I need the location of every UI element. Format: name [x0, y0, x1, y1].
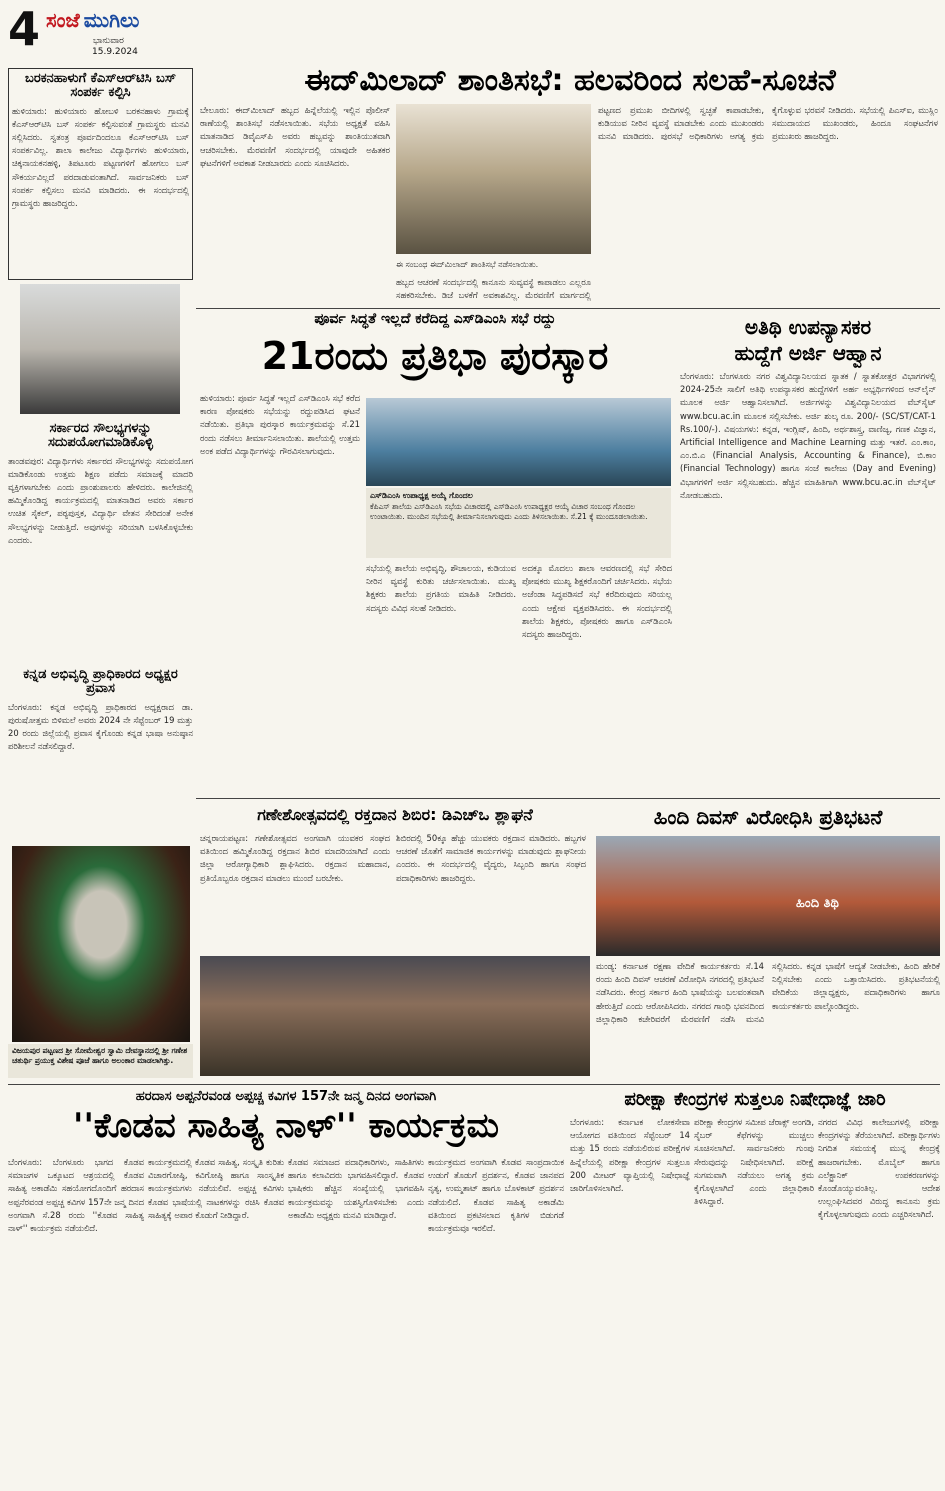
- sdmc-body-col1: ಹುಳಿಯಾರು: ಪೂರ್ವ ಸಿದ್ಧತೆ ಇಲ್ಲದೆ ಎಸ್‌ಡಿಎಂಸಿ ಸಭೆ ಕರೆದ ಕಾರಣ ಪೋಷಕರು ಸಭೆಯನ್ನು ರದ್ದುಪಡಿಸಿದ ಘಟನೆ ನಡೆಯಿತು. ಪ್ರತಿಭಾ ಪುರಸ್ಕಾರ ಕಾರ್ಯಕ್ರಮವನ್ನು ಸೆ.21 ರಂದು ನಡೆಸಲು ತೀರ್ಮಾನಿಸಲಾಯಿತು. ಶಾಲೆಯಲ್ಲಿ ಉತ್ತಮ ಅಂಕ ಪಡೆದ ವಿದ್ಯಾರ್ಥಿಗಳನ್ನು ಗೌರವಿಸಲಾಗುವುದು.: [200, 393, 360, 456]
- guest-lecturer-notice: [676, 312, 940, 796]
- sdmc-kicker: ಪೂರ್ವ ಸಿದ್ಧತೆ ಇಲ್ಲದೆ ಕರೆದಿದ್ದ ಎಸ್‌ಡಿಎಂಸಿ ಸಭೆ ರದ್ದು: [314, 311, 556, 327]
- sdmc-photo-caption-text: ಕೆಪಿಎಸ್ ಶಾಲೆಯ ಎಸ್‌ಡಿಎಂಸಿ ಸಭೆಯ ವಿಚಾರದಲ್ಲಿ ಎಸ್‌ಡಿಎಂಸಿ ಉಪಾಧ್ಯಕ್ಷರ ಆಯ್ಕೆ ವಿಚಾರ ಸಂಬಂಧ ಗೊಂದಲ ಉಂಟಾಯಿತು. ಮುಂದಿನ ಸಭೆಯಲ್ಲಿ ತೀರ್ಮಾನಿಸಲಾಗುವುದು ಎಂದು ತಿಳಿಸಲಾಯಿತು. ಸೆ.21 ಕ್ಕೆ ಮುಂದೂಡಲಾಯಿತು.: [370, 502, 648, 521]
- hindi-protest-headline: ಹಿಂದಿ ದಿವಸ್ ವಿರೋಧಿಸಿ ಪ್ರತಿಭಟನೆ: [653, 805, 883, 829]
- story-kannada-authority: [8, 668, 193, 838]
- divider: [196, 308, 940, 309]
- exam-body-3: ನಗರದ ವಿವಿಧ ಕಾಲೇಜುಗಳಲ್ಲಿ ಪರೀಕ್ಷಾ ಕೇಂದ್ರಗಳನ್ನು ತೆರೆಯಲಾಗಿದೆ. ಪರೀಕ್ಷಾರ್ಥಿಗಳು ನಿಗದಿತ ಸಮಯಕ್ಕೆ ಮುನ್ನ ಕೇಂದ್ರಕ್ಕೆ ಹಾಜರಾಗಬೇಕು. ಮೊಬೈಲ್ ಹಾಗೂ ಎಲೆಕ್ಟ್ರಾನಿಕ್ ಉಪಕರಣಗಳನ್ನು ಕೊಂಡೊಯ್ಯುವಂತಿಲ್ಲ. ಆದೇಶ ಉಲ್ಲಂಘಿಸಿದವರ ವಿರುದ್ಧ ಕಾನೂನು ಕ್ರಮ ಕೈಗೊಳ್ಳಲಾಗುವುದು ಎಂದು ಎಚ್ಚರಿಸಲಾಗಿದೆ.: [818, 1117, 940, 1220]
- story-bus-service: [8, 68, 193, 280]
- kodava-kicker: ಹರದಾಸ ಅಪ್ಪನೆರವಂಡ ಅಪ್ಪಚ್ಚ ಕವಿಗಳ 157ನೇ ಜನ್ಮ ದಿನದ ಅಂಗವಾಗಿ: [135, 1089, 437, 1104]
- masthead: [8, 2, 208, 57]
- sdmc-photo-caption: [366, 488, 671, 558]
- story-govt-title: ಸರ್ಕಾರದ ಸೌಲಭ್ಯಗಳನ್ನು ಸದುಪಯೋಗಮಾಡಿಕೊಳ್ಳಿ: [48, 421, 153, 451]
- photo-hindi-protest: [596, 836, 940, 956]
- photo-blood-camp-group: [200, 956, 590, 1076]
- story-bus-title: ಬರಕನಹಾಳುಗೆ ಕೆಎಸ್‌ಆರ್‌ಟಿಸಿ ಬಸ್ ಸಂಪರ್ಕ ಕಲ್ಪಿಸಿ: [25, 71, 176, 101]
- kodava-body-1: ಬೆಂಗಳೂರು: ಬೆಂಗಳೂರು ಭಾಗದ ಕೊಡವ ಸಮಾಜಗಳ ಒಕ್ಕೂಟದ ಆಶ್ರಯದಲ್ಲಿ ಕೊಡವ ಸಾಹಿತ್ಯ ಅಕಾಡೆಮಿ ಸಹಯೋಗದೊಂದಿಗೆ ಹರದಾಸ ಅಪ್ಪನೆರವಂಡ ಅಪ್ಪಚ್ಚ ಕವಿಗಳ 157ನೇ ಜನ್ಮ ದಿನದ ಅಂಗವಾಗಿ ಸೆ.28 ರಂದು ''ಕೊಡವ ಸಾಹಿತ್ಯ ನಾಳ್'' ಕಾರ್ಯಕ್ರಮ ನಡೆಯಲಿದೆ.: [8, 1157, 144, 1234]
- kodava-body-3: ಕೊಡವ ಸಮಾಜದ ಪದಾಧಿಕಾರಿಗಳು, ಸಾಹಿತಿಗಳು ಹಾಗೂ ಕಲಾವಿದರು ಭಾಗವಹಿಸಲಿದ್ದಾರೆ. ಕೊಡವ ಭಾಷಿಕರು ಹೆಚ್ಚಿನ ಸಂಖ್ಯೆಯಲ್ಲಿ ಭಾಗವಹಿಸಿ ಕಾರ್ಯಕ್ರಮವನ್ನು ಯಶಸ್ವಿಗೊಳಿಸಬೇಕು ಎಂದು ಅಕಾಡೆಮಿ ಅಧ್ಯಕ್ಷರು ಮನವಿ ಮಾಡಿದ್ದಾರೆ.: [288, 1157, 424, 1220]
- left-column: [8, 68, 193, 1068]
- sdmc-body-col2: ಸಭೆಯಲ್ಲಿ ಶಾಲೆಯ ಅಭಿವೃದ್ಧಿ, ಶೌಚಾಲಯ, ಕುಡಿಯುವ ನೀರಿನ ವ್ಯವಸ್ಥೆ ಕುರಿತು ಚರ್ಚಿಸಲಾಯಿತು. ಮುಖ್ಯ ಶಿಕ್ಷಕರು ಶಾಲೆಯ ಪ್ರಗತಿಯ ಮಾಹಿತಿ ನೀಡಿದರು. ಸದಸ್ಯರು ವಿವಿಧ ಸಲಹೆ ನೀಡಿದರು.: [366, 563, 516, 613]
- kodava-body-2: ಕಾರ್ಯಕ್ರಮದಲ್ಲಿ ಕೊಡವ ಸಾಹಿತ್ಯ, ಸಂಸ್ಕೃತಿ ಕುರಿತು ವಿಚಾರಗೋಷ್ಠಿ, ಕವಿಗೋಷ್ಠಿ ಹಾಗೂ ಸಾಂಸ್ಕೃತಿಕ ಕಾರ್ಯಕ್ರಮಗಳು ನಡೆಯಲಿವೆ. ಅಪ್ಪಚ್ಚ ಕವಿಗಳು ಕೊಡವ ಭಾಷೆಯಲ್ಲಿ ನಾಟಕಗಳನ್ನು ರಚಿಸಿ ಕೊಡವ ಸಾಹಿತ್ಯಕ್ಕೆ ಅಪಾರ ಕೊಡುಗೆ ನೀಡಿದ್ದಾರೆ.: [148, 1157, 284, 1220]
- guest-body: ಬೆಂಗಳೂರು: ಬೆಂಗಳೂರು ನಗರ ವಿಶ್ವವಿದ್ಯಾನಿಲಯದ ಸ್ನಾತಕ / ಸ್ನಾತಕೋತ್ತರ ವಿಭಾಗಗಳಲ್ಲಿ 2024-25ನೇ ಸಾಲಿಗೆ ಅತಿಥಿ ಉಪನ್ಯಾಸಕರ ಹುದ್ದೆಗಳಿಗೆ ಅರ್ಹ ಅಭ್ಯರ್ಥಿಗಳಿಂದ ಆನ್‌ಲೈನ್ ಮೂಲಕ ಅರ್ಜಿ ಆಹ್ವಾನಿಸಲಾಗಿದೆ. ಅರ್ಜಿಗಳನ್ನು ವಿಶ್ವವಿದ್ಯಾನಿಲಯದ ವೆಬ್‌ಸೈಟ್ www.bcu.ac.in ಮೂಲಕ ಸಲ್ಲಿಸಬೇಕು. ಅರ್ಜಿ ಶುಲ್ಕ ರೂ. 200/- (SC/ST/CAT-1 Rs.100/-). ವಿಷಯಗಳು: ಕನ್ನಡ, ಇಂಗ್ಲಿಷ್, ಹಿಂದಿ, ಅರ್ಥಶಾಸ್ತ್ರ, ವಾಣಿಜ್ಯ, ಗಣಕ ವಿಜ್ಞಾನ, Artificial Intelligence and Machine Learning ಮತ್ತು ಇತರೆ. ಎಂ.ಕಾಂ, ಎಂ.ಬಿ.ಎ (Financial Analysis, Accounting & Finance), ಬಿ.ಕಾಂ (Financial Technology) ಹಾಗೂ ಸಂಜೆ ಕಾಲೇಜು (Day and Evening) ವಿಭಾಗಗಳಿಗೆ ಅರ್ಜಿ ಸಲ್ಲಿಸಬಹುದು. ಹೆಚ್ಚಿನ ಮಾಹಿತಿಗಾಗಿ www.bcu.ac.in ವೆಬ್‌ಸೈಟ್ ನೋಡಬಹುದು.: [680, 371, 936, 500]
- divider: [196, 798, 940, 799]
- ganesha-photo-caption: ವಿಜಯಪುರ ಪಟ್ಟಣದ ಶ್ರೀ ಸೋಮೇಶ್ವರ ಸ್ವಾಮಿ ದೇವಸ್ಥಾನದಲ್ಲಿ ಶ್ರೀ ಗಣೇಶ ಚತುರ್ಥಿ ಪ್ರಯುಕ್ತ ವಿಶೇಷ ಪೂಜೆ ಹಾಗೂ ಅಲಂಕಾರ ಮಾಡಲಾಗಿತ್ತು.: [8, 1044, 193, 1078]
- issue-day: ಭಾನುವಾರ: [93, 36, 124, 46]
- exam-body-2: ಪರೀಕ್ಷಾ ಕೇಂದ್ರಗಳ ಸಮೀಪ ಜೆರಾಕ್ಸ್ ಅಂಗಡಿ, ಸೈಬರ್ ಕೆಫೆಗಳನ್ನು ಮುಚ್ಚಲು ಸೂಚಿಸಲಾಗಿದೆ. ಸಾರ್ವಜನಿಕರು ಗುಂಪು ಸೇರುವುದನ್ನು ನಿಷೇಧಿಸಲಾಗಿದೆ. ಪರೀಕ್ಷೆ ಸುಗಮವಾಗಿ ನಡೆಯಲು ಅಗತ್ಯ ಕ್ರಮ ಕೈಗೊಳ್ಳಲಾಗಿದೆ ಎಂದು ಜಿಲ್ಲಾಧಿಕಾರಿ ತಿಳಿಸಿದ್ದಾರೆ.: [694, 1117, 814, 1207]
- logo-left: ಸಂಜೆ: [46, 8, 80, 32]
- main-body-col1: ಬೇಲೂರು: ಈದ್‌ಮಿಲಾದ್ ಹಬ್ಬದ ಹಿನ್ನೆಲೆಯಲ್ಲಿ ಇಲ್ಲಿನ ಪೊಲೀಸ್ ಠಾಣೆಯಲ್ಲಿ ಶಾಂತಿಸಭೆ ನಡೆಸಲಾಯಿತು. ಸಭೆಯ ಅಧ್ಯಕ್ಷತೆ ವಹಿಸಿ ಮಾತನಾಡಿದ ಡಿವೈಎಸ್‌ಪಿ ಅವರು ಹಬ್ಬವನ್ನು ಶಾಂತಿಯುತವಾಗಿ ಆಚರಿಸಬೇಕು. ಮೆರವಣಿಗೆ ಸಂದರ್ಭದಲ್ಲಿ ಯಾವುದೇ ಅಹಿತಕರ ಘಟನೆಗಳಿಗೆ ಅವಕಾಶ ನೀಡಬಾರದು ಎಂದು ಸೂಚಿಸಿದರು.: [200, 105, 390, 168]
- page-number: 4: [8, 2, 41, 56]
- photo-peace-meeting: [396, 104, 591, 254]
- issue-date: 15.9.2024: [92, 47, 138, 57]
- photo-ganesha-idol: [12, 846, 190, 1042]
- sdmc-body-col3: ಅದಕ್ಕೂ ಮೊದಲು ಶಾಲಾ ಆವರಣದಲ್ಲಿ ಸಭೆ ಸೇರಿದ ಪೋಷಕರು ಮುಖ್ಯ ಶಿಕ್ಷಕರೊಂದಿಗೆ ಚರ್ಚಿಸಿದರು. ಸಭೆಯ ಅಜೆಂಡಾ ಸಿದ್ಧಪಡಿಸದೆ ಸಭೆ ಕರೆದಿರುವುದು ಸರಿಯಲ್ಲ ಎಂದು ಆಕ್ಷೇಪ ವ್ಯಕ್ತಪಡಿಸಿದರು. ಈ ಸಂದರ್ಭದಲ್ಲಿ ಶಾಲೆಯ ಶಿಕ್ಷಕರು, ಪೋಷಕರು ಹಾಗೂ ಎಸ್‌ಡಿಎಂಸಿ ಸದಸ್ಯರು ಹಾಜರಿದ್ದರು.: [522, 563, 672, 640]
- exam-headline: ಪರೀಕ್ಷಾ ಕೇಂದ್ರಗಳ ಸುತ್ತಲೂ ನಿಷೇಧಾಜ್ಞೆ ಜಾರಿ: [624, 1089, 886, 1110]
- logo-right: ಮುಗಿಲು: [83, 8, 140, 32]
- blood-camp-headline: ಗಣೇಶೋತ್ಸವದಲ್ಲಿ ರಕ್ತದಾನ ಶಿಬಿರ: ಡಿಎಚ್‌ಒ ಶ್ಲಾಘನೆ: [257, 805, 533, 824]
- kodava-headline: ''ಕೊಡವ ಸಾಹಿತ್ಯ ನಾಳ್'' ಕಾರ್ಯಕ್ರಮ: [73, 1106, 499, 1146]
- photo-handing-memo: [20, 284, 180, 414]
- divider: [8, 1084, 940, 1085]
- main-body-col3: ಪಟ್ಟಣದ ಪ್ರಮುಖ ಬೀದಿಗಳಲ್ಲಿ ಸ್ವಚ್ಛತೆ ಕಾಪಾಡಬೇಕು, ಕುಡಿಯುವ ನೀರಿನ ವ್ಯವಸ್ಥೆ ಮಾಡಬೇಕು ಎಂದು ಮುಖಂಡರು ಮನವಿ ಮಾಡಿದರು. ಪುರಸಭೆ ಅಧಿಕಾರಿಗಳು ಅಗತ್ಯ ಕ್ರಮ ಕೈಗೊಳ್ಳುವ ಭರವಸೆ ನೀಡಿದರು. ಸಭೆಯಲ್ಲಿ ಪಿಎಸ್‌ಐ, ಮುಸ್ಲಿಂ ಸಮುದಾಯದ ಮುಖಂಡರು, ಹಿಂದೂ ಸಂಘಟನೆಗಳ ಪ್ರಮುಖರು ಹಾಜರಿದ್ದರು.: [598, 105, 938, 142]
- story-kannada-title: ಕನ್ನಡ ಅಭಿವೃದ್ಧಿ ಪ್ರಾಧಿಕಾರದ ಅಧ್ಯಕ್ಷರ ಪ್ರವಾಸ: [23, 667, 178, 697]
- blood-camp-body-2: ಶಿಬಿರದಲ್ಲಿ 50ಕ್ಕೂ ಹೆಚ್ಚು ಯುವಕರು ರಕ್ತದಾನ ಮಾಡಿದರು. ಹಬ್ಬಗಳ ಆಚರಣೆ ಜೊತೆಗೆ ಸಾಮಾಜಿಕ ಕಾರ್ಯಗಳನ್ನು ಮಾಡುವುದು ಶ್ಲಾಘನೀಯ ಎಂದರು. ಈ ಸಂದರ್ಭದಲ್ಲಿ ವೈದ್ಯರು, ಸಿಬ್ಬಂದಿ ಹಾಗೂ ಸಂಘದ ಪದಾಧಿಕಾರಿಗಳು ಹಾಜರಿದ್ದರು.: [396, 833, 586, 883]
- story-govt-facilities: [8, 422, 193, 662]
- main-body-col2: ಹಬ್ಬದ ಆಚರಣೆ ಸಂದರ್ಭದಲ್ಲಿ ಕಾನೂನು ಸುವ್ಯವಸ್ಥೆ ಕಾಪಾಡಲು ಎಲ್ಲರೂ ಸಹಕರಿಸಬೇಕು. ಡಿಜೆ ಬಳಕೆಗೆ ಅವಕಾಶವಿಲ್ಲ. ಮೆರವಣಿಗೆ ಮಾರ್ಗದಲ್ಲಿ: [396, 277, 591, 301]
- newspaper-logo: [46, 8, 139, 32]
- exam-body-1: ಬೆಂಗಳೂರು: ಕರ್ನಾಟಕ ಲೋಕಸೇವಾ ಆಯೋಗದ ವತಿಯಿಂದ ಸೆಪ್ಟೆಂಬರ್ 14 ಮತ್ತು 15 ರಂದು ನಡೆಯಲಿರುವ ಪರೀಕ್ಷೆಗಳ ಹಿನ್ನೆಲೆಯಲ್ಲಿ ಪರೀಕ್ಷಾ ಕೇಂದ್ರಗಳ ಸುತ್ತಲೂ 200 ಮೀಟರ್ ವ್ಯಾಪ್ತಿಯಲ್ಲಿ ನಿಷೇಧಾಜ್ಞೆ ಜಾರಿಗೊಳಿಸಲಾಗಿದೆ.: [570, 1117, 690, 1194]
- kodava-body-4: ಕಾರ್ಯಕ್ರಮದ ಅಂಗವಾಗಿ ಕೊಡವ ಸಾಂಪ್ರದಾಯಿಕ ಉಡುಗೆ ತೊಡುಗೆ ಪ್ರದರ್ಶನ, ಕೊಡವ ಜಾನಪದ ನೃತ್ಯ, ಉಮ್ಮತಾಟ್ ಹಾಗೂ ಬೊಳಕಾಟ್ ಪ್ರದರ್ಶನ ನಡೆಯಲಿದೆ. ಕೊಡವ ಸಾಹಿತ್ಯ ಅಕಾಡೆಮಿ ವತಿಯಿಂದ ಪ್ರಕಟಿಸಲಾದ ಕೃತಿಗಳ ಬಿಡುಗಡೆ ಕಾರ್ಯಕ್ರಮವೂ ಇರಲಿದೆ.: [428, 1157, 564, 1234]
- guest-headline-2: ಹುದ್ದೆಗೆ ಅರ್ಜಿ ಆಹ್ವಾನ: [734, 341, 882, 365]
- story-kannada-body: ಬೆಂಗಳೂರು: ಕನ್ನಡ ಅಭಿವೃದ್ಧಿ ಪ್ರಾಧಿಕಾರದ ಅಧ್ಯಕ್ಷರಾದ ಡಾ. ಪುರುಷೋತ್ತಮ ಬಿಳಿಮಲೆ ಅವರು 2024 ನೇ ಸೆಪ್ಟೆಂಬರ್ 19 ಮತ್ತು 20 ರಂದು ಜಿಲ್ಲೆಯಲ್ಲಿ ಪ್ರವಾಸ ಕೈಗೊಂಡು ಕನ್ನಡ ಭಾಷಾ ಅನುಷ್ಠಾನ ಪರಿಶೀಲನೆ ನಡೆಸಲಿದ್ದಾರೆ.: [8, 701, 193, 752]
- main-headline: ಈದ್‌ಮಿಲಾದ್ ಶಾಂತಿಸಭೆ: ಹಲವರಿಂದ ಸಲಹೆ-ಸೂಚನೆ: [304, 63, 836, 98]
- hindi-protest-body: ಮಂಡ್ಯ: ಕರ್ನಾಟಕ ರಕ್ಷಣಾ ವೇದಿಕೆ ಕಾರ್ಯಕರ್ತರು ಸೆ.14 ರಂದು ಹಿಂದಿ ದಿವಸ್ ಆಚರಣೆ ವಿರೋಧಿಸಿ ನಗರದಲ್ಲಿ ಪ್ರತಿಭಟನೆ ನಡೆಸಿದರು. ಕೇಂದ್ರ ಸರ್ಕಾರ ಹಿಂದಿ ಭಾಷೆಯನ್ನು ಬಲವಂತವಾಗಿ ಹೇರುತ್ತಿದೆ ಎಂದು ಆರೋಪಿಸಿದರು. ನಗರದ ಗಾಂಧಿ ಭವನದಿಂದ ಜಿಲ್ಲಾಧಿಕಾರಿ ಕಚೇರಿವರೆಗೆ ಮೆರವಣಿಗೆ ನಡೆಸಿ ಮನವಿ ಸಲ್ಲಿಸಿದರು. ಕನ್ನಡ ಭಾಷೆಗೆ ಆದ್ಯತೆ ನೀಡಬೇಕು, ಹಿಂದಿ ಹೇರಿಕೆ ನಿಲ್ಲಿಸಬೇಕು ಎಂದು ಒತ್ತಾಯಿಸಿದರು. ಪ್ರತಿಭಟನೆಯಲ್ಲಿ ವೇದಿಕೆಯ ಜಿಲ್ಲಾಧ್ಯಕ್ಷರು, ಪದಾಧಿಕಾರಿಗಳು ಹಾಗೂ ಕಾರ್ಯಕರ್ತರು ಪಾಲ್ಗೊಂಡಿದ್ದರು.: [596, 961, 940, 1024]
- story-bus-body: ಹುಳಿಯಾರು: ಹುಳಿಯಾರು ಹೋಬಳಿ ಬರಕನಹಾಳು ಗ್ರಾಮಕ್ಕೆ ಕೆಎಸ್‌ಆರ್‌ಟಿಸಿ ಬಸ್ ಸಂಪರ್ಕ ಕಲ್ಪಿಸುವಂತೆ ಗ್ರಾಮಸ್ಥರು ಮನವಿ ಸಲ್ಲಿಸಿದರು. ಸ್ವತಂತ್ರ ಪೂರ್ವದಿಂದಲೂ ಕೆಎಸ್‌ಆರ್‌ಟಿಸಿ ಬಸ್ ಸಂಪರ್ಕವಿಲ್ಲ. ಶಾಲಾ ಕಾಲೇಜು ವಿದ್ಯಾರ್ಥಿಗಳು ಹುಳಿಯಾರು, ಚಿಕ್ಕನಾಯಕನಹಳ್ಳಿ, ತಿಪಟೂರು ಪಟ್ಟಣಗಳಿಗೆ ಹೋಗಲು ಬಸ್ ಸೌಕರ್ಯವಿಲ್ಲದೆ ಪರದಾಡುವಂತಾಗಿದೆ. ಸಾರ್ವಜನಿಕರು ಬಸ್ ಸಂಪರ್ಕ ಕಲ್ಪಿಸಲು ಮನವಿ ಮಾಡಿದರು. ಈ ಸಂದರ್ಭದಲ್ಲಿ ಗ್ರಾಮಸ್ಥರು ಹಾಜರಿದ್ದರು.: [12, 105, 189, 209]
- protest-banner-text: ಹಿಂದಿ ತಿಥಿ: [796, 896, 839, 911]
- sdmc-headline: 21ರಂದು ಪ್ರತಿಭಾ ಪುರಸ್ಕಾರ: [261, 334, 609, 378]
- guest-headline-1: ಅತಿಥಿ ಉಪನ್ಯಾಸಕರ: [744, 315, 872, 339]
- main-photo-caption: ಈ ಸಂಬಂಧ ಈದ್‌ಮಿಲಾದ್ ಶಾಂತಿಸಭೆ ನಡೆಸಲಾಯಿತು.: [396, 260, 539, 269]
- photo-sdmc-meeting: [366, 398, 671, 486]
- sdmc-photo-caption-title: ಎಸ್‌ಡಿಎಂಸಿ ಉಪಾಧ್ಯಕ್ಷ ಅಯ್ಕೆ ಗೊಂದಲ: [370, 491, 473, 500]
- blood-camp-body-1: ಚನ್ನರಾಯಪಟ್ಟಣ: ಗಣೇಶೋತ್ಸವದ ಅಂಗವಾಗಿ ಯುವಕರ ಸಂಘದ ವತಿಯಿಂದ ಹಮ್ಮಿಕೊಂಡಿದ್ದ ರಕ್ತದಾನ ಶಿಬಿರ ಮಾದರಿಯಾಗಿದೆ ಎಂದು ಜಿಲ್ಲಾ ಆರೋಗ್ಯಾಧಿಕಾರಿ ಶ್ಲಾಘಿಸಿದರು. ರಕ್ತದಾನ ಮಹಾದಾನ, ಪ್ರತಿಯೊಬ್ಬರೂ ರಕ್ತದಾನ ಮಾಡಲು ಮುಂದೆ ಬರಬೇಕು.: [200, 833, 390, 883]
- story-govt-body: ತಾಂಡವಪುರ: ವಿದ್ಯಾರ್ಥಿಗಳು ಸರ್ಕಾರದ ಸೌಲಭ್ಯಗಳನ್ನು ಸದುಪಯೋಗ ಮಾಡಿಕೊಂಡು ಉತ್ತಮ ಶಿಕ್ಷಣ ಪಡೆದು ಸಮಾಜಕ್ಕೆ ಮಾದರಿ ವ್ಯಕ್ತಿಗಳಾಗಬೇಕು ಎಂದು ಪ್ರಾಂಶುಪಾಲರು ಹೇಳಿದರು. ಕಾಲೇಜಿನಲ್ಲಿ ಹಮ್ಮಿಕೊಂಡಿದ್ದ ಕಾರ್ಯಕ್ರಮದಲ್ಲಿ ಮಾತನಾಡಿದ ಅವರು ಸರ್ಕಾರ ಉಚಿತ ಸೈಕಲ್, ಪಠ್ಯಪುಸ್ತಕ, ವಿದ್ಯಾರ್ಥಿ ವೇತನ ಸೇರಿದಂತೆ ಅನೇಕ ಸೌಲಭ್ಯಗಳನ್ನು ನೀಡುತ್ತಿದೆ. ಅವುಗಳನ್ನು ಸರಿಯಾಗಿ ಬಳಸಿಕೊಳ್ಳಬೇಕು ಎಂದರು.: [8, 455, 193, 545]
